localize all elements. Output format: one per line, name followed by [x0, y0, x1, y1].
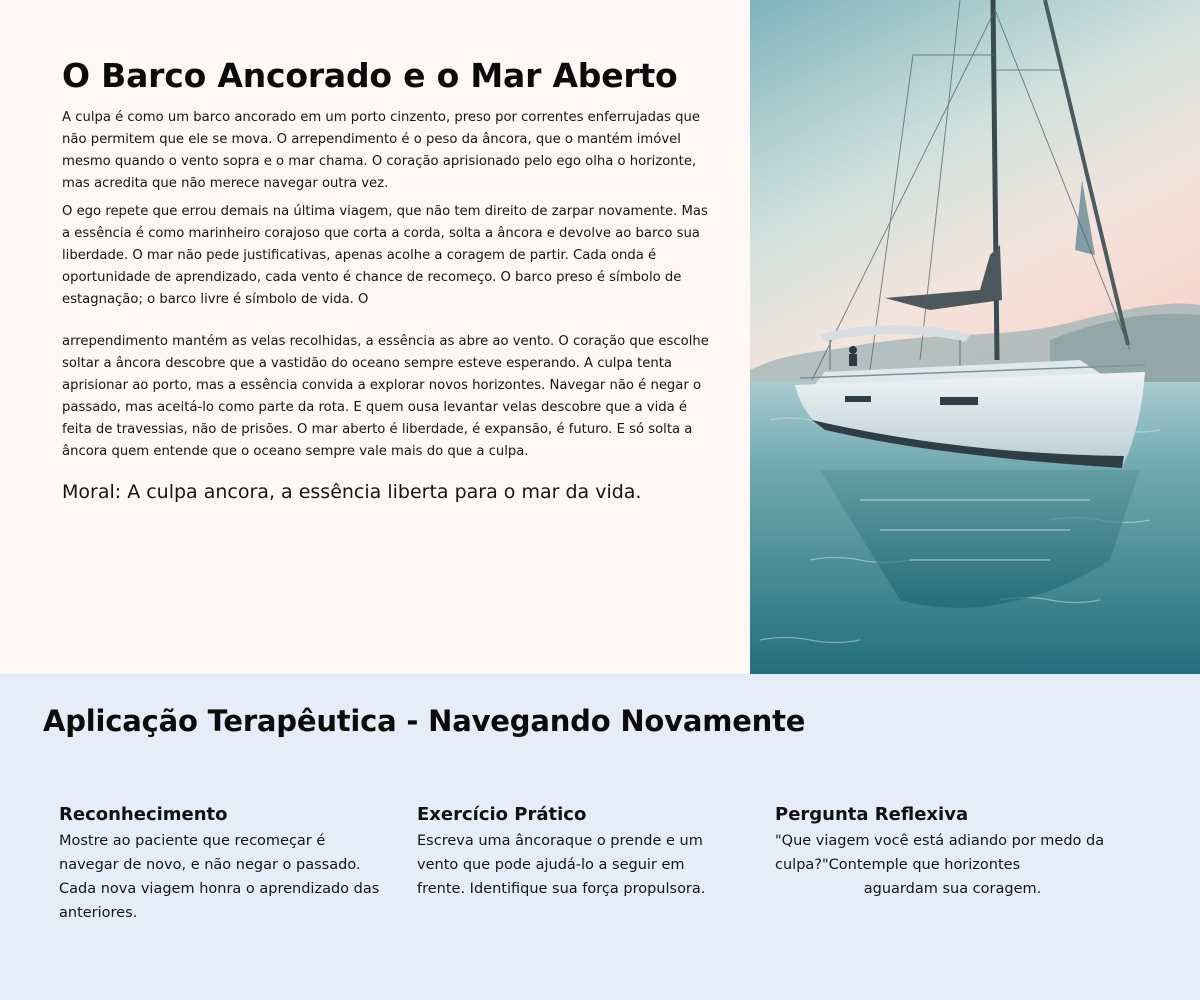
story-title: O Barco Ancorado e o Mar Aberto — [62, 56, 678, 95]
reflective-question-closing: aguardam sua coragem. — [863, 881, 1042, 897]
card-recognition — [59, 804, 389, 925]
story-text-column — [62, 56, 712, 503]
reflective-question-text: "Que viagem você está adiando por medo da culpa?"Contemple que horizontes — [775, 833, 1105, 873]
story-moral: Moral: A culpa ancora, a essência liberta para o mar da vida. — [62, 481, 642, 503]
application-title: Aplicação Terapêutica - Navegando Novamente — [43, 704, 806, 738]
card-practical-exercise-heading: Exercício Prático — [417, 804, 587, 825]
card-reflective-question — [775, 804, 1130, 901]
card-reflective-question-body — [775, 829, 1130, 901]
card-recognition-heading: Reconhecimento — [59, 804, 228, 825]
sailboat-photo — [750, 0, 1200, 674]
story-paragraph-3: arrependimento mantém as velas recolhidas, a essência as abre ao vento. O coração que escolhe soltar a âncora descobre que a vastidão do oceano sempre esteve esperando. A culpa tenta aprisionar ao porto, mas a essência convida a explorar novos horizontes. Navegar não é negar o passado, mas aceitá-lo como parte da rota. E quem ousa levantar velas descobre que a vida é feita de travessias, não de prisões. O mar aberto é liberdade, é expansão, é futuro. E só solta a âncora quem entende que o oceano sempre vale mais do que a culpa. — [62, 334, 709, 459]
card-practical-exercise — [417, 804, 747, 901]
card-practical-exercise-body: Escreva uma âncoraque o prende e um vento que pode ajudá-lo a seguir em frente. Identifique sua força propulsora. — [417, 833, 706, 897]
therapeutic-application-section — [0, 674, 1200, 1000]
story-paragraph-1: A culpa é como um barco ancorado em um porto cinzento, preso por correntes enferrujadas que não permitem que ele se mova. O arrependimento é o peso da âncora, que o mantém imóvel mesmo quando o vento sopra e o mar chama. O coração aprisionado pelo ego olha o horizonte, mas acredita que não merece navegar outra vez. — [62, 110, 700, 191]
card-reflective-question-heading: Pergunta Reflexiva — [775, 804, 969, 825]
story-paragraph-2: O ego repete que errou demais na última viagem, que não tem direito de zarpar novamente. Mas a essência é como marinheiro corajoso que corta a corda, solta a âncora e devolve ao barco sua liberdade. O mar não pede justificativas, apenas acolhe a coragem de partir. Cada onda é oportunidade de aprendizado, cada vento é chance de recomeço. O barco preso é símbolo de estagnação; o barco livre é símbolo de vida. O — [62, 204, 708, 307]
card-recognition-body: Mostre ao paciente que recomeçar é navegar de novo, e não negar o passado. Cada nova viagem honra o aprendizado das anteriores. — [59, 833, 380, 921]
